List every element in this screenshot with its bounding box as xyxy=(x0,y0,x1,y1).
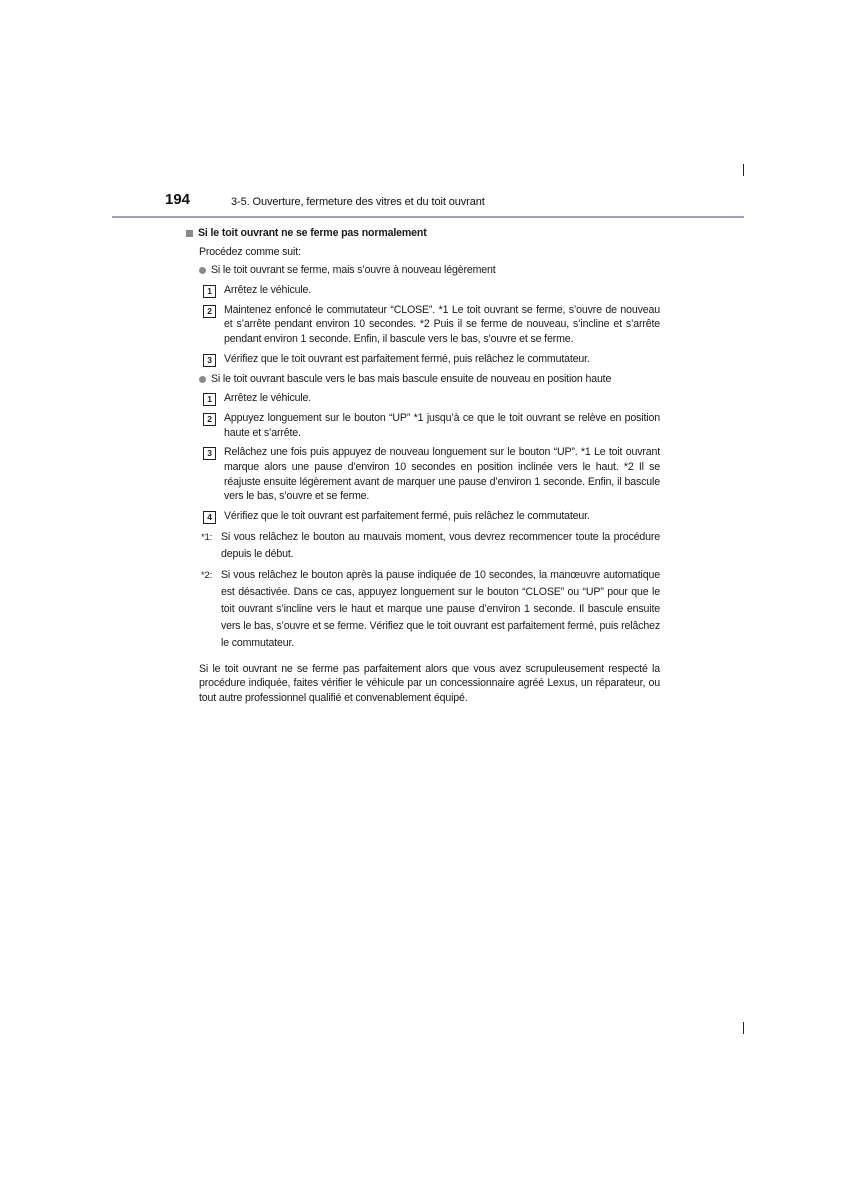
round-bullet-icon xyxy=(199,376,206,383)
case-1-step-1 xyxy=(203,283,660,298)
heading-text: Si le toit ouvrant ne se ferme pas normalement xyxy=(198,227,427,239)
case-1-step-3 xyxy=(203,352,660,367)
step-text: Appuyez longuement sur le bouton “UP” *1 jusqu’à ce que le toit ouvrant se relève en position haute et s’arrête. xyxy=(224,412,660,439)
step-number-box: 3 xyxy=(203,354,216,367)
step-number-box: 3 xyxy=(203,447,216,460)
case-2-text: Si le toit ouvrant bascule vers le bas mais bascule ensuite de nouveau en position haute xyxy=(211,372,612,385)
case-2-step-2 xyxy=(203,411,660,440)
step-number-box: 4 xyxy=(203,511,216,524)
closing-paragraph: Si le toit ouvrant ne se ferme pas parfaitement alors que vous avez scrupuleusement respecté la procédure indiquée, faites vérifier le véhicule par un concessionnaire agréé Lexus, un réparateur, ou tout autre professionnel qualifié et convenablement équipé. xyxy=(199,662,660,704)
footnote-mark: *1: xyxy=(201,531,213,543)
section-title: 3-5. Ouverture, fermeture des vitres et du toit ouvrant xyxy=(231,196,485,208)
footnote-1 xyxy=(201,529,660,563)
page-number: 194 xyxy=(165,191,191,208)
intro-text: Procédez comme suit: xyxy=(199,245,301,258)
square-bullet-icon xyxy=(186,230,193,237)
step-number-box: 2 xyxy=(203,305,216,318)
step-text: Arrêtez le véhicule. xyxy=(224,283,312,296)
footnote-text: Si vous relâchez le bouton au mauvais moment, vous devrez recommencer toute la procédure depuis le début. xyxy=(221,530,660,560)
footnote-2 xyxy=(201,567,660,652)
page-content xyxy=(186,226,660,706)
case-1-text: Si le toit ouvrant se ferme, mais s’ouvre à nouveau légèrement xyxy=(211,264,496,277)
step-number-box: 2 xyxy=(203,413,216,426)
step-text: Relâchez une fois puis appuyez de nouveau longuement sur le bouton “UP”. *1 Le toit ouvrant marque alors une pause d’environ 10 secondes en position inclinée vers le haut. *2 Il se réajuste ensuite légèrement avant de marquer une pause d’environ 1 seconde. Enfin, il bascule vers le bas, s’ouvre et se ferme. xyxy=(224,446,660,503)
case-2-bullet xyxy=(186,372,660,387)
step-text: Maintenez enfoncé le commutateur “CLOSE”. *1 Le toit ouvrant se ferme, s’ouvre de nouveau et s’arrête pendant environ 10 secondes. *2 Puis il se ferme de nouveau, s’incline et s’arrête pendant environ 1 seconde. Enfin, il bascule vers le bas, s’ouvre et se ferme. xyxy=(224,303,660,345)
step-text: Vérifiez que le toit ouvrant est parfaitement fermé, puis relâchez le commutateur. xyxy=(224,352,590,365)
case-2-step-1 xyxy=(203,391,660,406)
case-1-bullet xyxy=(186,263,660,278)
page-header xyxy=(0,0,848,222)
case-1-step-2 xyxy=(203,303,660,347)
footnote-text: Si vous relâchez le bouton après la pause indiquée de 10 secondes, la manœuvre automatique est désactivée. Dans ce cas, appuyez longuement sur le bouton “CLOSE” ou “UP” pour que le toit ouvrant s’incline vers le haut et marque une pause d’environ 1 seconde. Il bascule ensuite vers le bas, s’ouvre et se ferme. Vérifiez que le toit ouvrant est parfaitement fermé, puis relâchez le commutateur. xyxy=(221,568,660,649)
step-text: Arrêtez le véhicule. xyxy=(224,392,312,405)
case-2-step-3 xyxy=(203,445,660,503)
round-bullet-icon xyxy=(199,267,206,274)
step-number-box: 1 xyxy=(203,393,216,406)
header-rule xyxy=(112,216,744,218)
step-number-box: 1 xyxy=(203,285,216,298)
step-text: Vérifiez que le toit ouvrant est parfaitement fermé, puis relâchez le commutateur. xyxy=(224,509,590,522)
case-2-step-4 xyxy=(203,509,660,524)
footnote-mark: *2: xyxy=(201,569,213,581)
subsection-heading xyxy=(186,226,660,241)
crop-mark-bottom xyxy=(743,1022,744,1034)
